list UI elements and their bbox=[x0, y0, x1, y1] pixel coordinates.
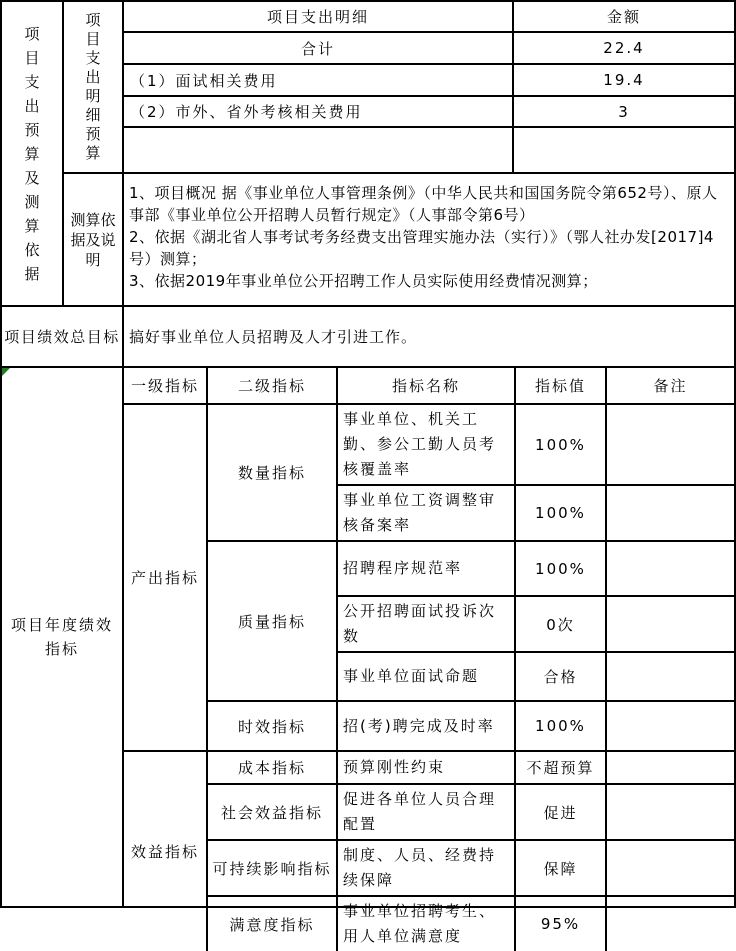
basis-line-1: 1、项目概况 据《事业单位人事管理条例》（中华人民共和国国务院令第652号）、原人事部《事业单位公开招聘人员暂行规定》（人事部令第6号） bbox=[129, 184, 718, 224]
basis-label: 测算依据及说明 bbox=[70, 210, 116, 269]
level1-benefit: 效益指标 bbox=[124, 751, 207, 951]
detail-budget-label-cell bbox=[64, 2, 124, 172]
indicator-value: 100% bbox=[515, 541, 606, 596]
indicator-note bbox=[606, 840, 734, 896]
indicator-name: 预算刚性约束 bbox=[337, 751, 515, 784]
col-header-note: 备注 bbox=[606, 368, 734, 404]
cell-comment-marker-icon bbox=[2, 368, 10, 376]
calculation-basis-block bbox=[64, 174, 734, 305]
goal-label: 项目绩效总目标 bbox=[2, 307, 124, 366]
basis-line-3: 3、依据2019年事业单位公开招聘工作人员实际使用经费情况测算； bbox=[129, 272, 598, 290]
amount-cell-total: 22.4 bbox=[513, 32, 734, 64]
indicator-note bbox=[606, 596, 734, 652]
level2-timeliness: 时效指标 bbox=[207, 701, 337, 751]
col-header-name: 指标名称 bbox=[337, 368, 515, 404]
indicator-note bbox=[606, 751, 734, 784]
level2-social-benefit: 社会效益指标 bbox=[207, 784, 337, 840]
indicator-note bbox=[606, 541, 734, 596]
level1-output: 产出指标 bbox=[124, 404, 207, 751]
col-header-amount: 金额 bbox=[513, 2, 734, 32]
indicators-header-row bbox=[124, 368, 734, 404]
indicator-note bbox=[606, 784, 734, 840]
indicator-name: 促进各单位人员合理配置 bbox=[337, 784, 515, 840]
indicator-row bbox=[124, 840, 734, 896]
indicator-note bbox=[606, 404, 734, 485]
detail-cell-interview: （1）面试相关费用 bbox=[124, 64, 513, 96]
indicator-value: 0次 bbox=[515, 596, 606, 652]
table-row bbox=[124, 96, 734, 127]
indicator-value: 100% bbox=[515, 404, 606, 485]
table-row-empty bbox=[124, 127, 734, 172]
indicators-table bbox=[124, 368, 734, 951]
indicator-row bbox=[124, 404, 734, 485]
amount-cell-assessment: 3 bbox=[513, 96, 734, 127]
indicator-note bbox=[606, 652, 734, 701]
indicator-value: 100% bbox=[515, 701, 606, 751]
amount-cell-empty bbox=[513, 127, 734, 172]
expenditure-detail-table bbox=[124, 2, 734, 172]
indicator-name: 事业单位、机关工勤、参公工勤人员考核覆盖率 bbox=[337, 404, 515, 485]
annual-label: 项目年度绩效指标 bbox=[10, 616, 113, 658]
indicator-value: 合格 bbox=[515, 652, 606, 701]
col-header-value: 指标值 bbox=[515, 368, 606, 404]
indicator-row bbox=[124, 896, 734, 951]
table-row bbox=[124, 32, 734, 64]
indicator-value: 不超预算 bbox=[515, 751, 606, 784]
indicator-value: 保障 bbox=[515, 840, 606, 896]
indicator-value: 促进 bbox=[515, 784, 606, 840]
indicator-name: 公开招聘面试投诉次数 bbox=[337, 596, 515, 652]
detail-cell-assessment: （2）市外、省外考核相关费用 bbox=[124, 96, 513, 127]
indicator-name: 招(考)聘完成及时率 bbox=[337, 701, 515, 751]
level2-satisfaction: 满意度指标 bbox=[207, 896, 337, 951]
detail-budget-label: 项目支出明细预算 bbox=[85, 11, 101, 162]
annual-label-cell bbox=[2, 368, 124, 906]
col-header-level2: 二级指标 bbox=[207, 368, 337, 404]
indicator-row bbox=[124, 701, 734, 751]
indicator-name: 制度、人员、经费持续保障 bbox=[337, 840, 515, 896]
indicator-name: 招聘程序规范率 bbox=[337, 541, 515, 596]
section-annual-indicators bbox=[2, 368, 734, 945]
basis-content-cell bbox=[124, 174, 734, 305]
section-expenditure-budget bbox=[2, 2, 734, 307]
detail-budget-block bbox=[64, 2, 734, 174]
indicator-value: 100% bbox=[515, 485, 606, 541]
col-header-detail: 项目支出明细 bbox=[266, 8, 369, 26]
basis-line-2: 2、依据《湖北省人事考试考务经费支出管理实施办法（实行）》（鄂人社办发[2017]4号）测算； bbox=[129, 228, 714, 268]
indicator-note bbox=[606, 896, 734, 951]
level2-cost: 成本指标 bbox=[207, 751, 337, 784]
level2-quality: 质量指标 bbox=[207, 541, 337, 701]
amount-cell-interview: 19.4 bbox=[513, 64, 734, 96]
indicator-value: 95% bbox=[515, 896, 606, 951]
indicator-note bbox=[606, 701, 734, 751]
level2-sustainability: 可持续影响指标 bbox=[207, 840, 337, 896]
row-group-label: 项目支出预算及测算依据 bbox=[24, 24, 40, 283]
goal-content: 搞好事业单位人员招聘及人才引进工作。 bbox=[129, 328, 418, 346]
table-header-row bbox=[124, 2, 734, 32]
indicator-note bbox=[606, 485, 734, 541]
indicator-name: 事业单位面试命题 bbox=[337, 652, 515, 701]
indicator-row bbox=[124, 784, 734, 840]
section-overall-goal bbox=[2, 307, 734, 368]
level2-quantity: 数量指标 bbox=[207, 404, 337, 541]
basis-label-cell bbox=[64, 174, 124, 305]
detail-cell-empty bbox=[124, 127, 513, 172]
row-group-label-cell bbox=[2, 2, 64, 305]
indicator-name: 事业单位招聘考生、用人单位满意度 bbox=[337, 896, 515, 951]
detail-cell-total: 合计 bbox=[124, 32, 513, 64]
indicator-row bbox=[124, 541, 734, 596]
indicator-name: 事业单位工资调整审核备案率 bbox=[337, 485, 515, 541]
indicator-row bbox=[124, 751, 734, 784]
table-row bbox=[124, 64, 734, 96]
col-header-level1: 一级指标 bbox=[130, 377, 199, 395]
